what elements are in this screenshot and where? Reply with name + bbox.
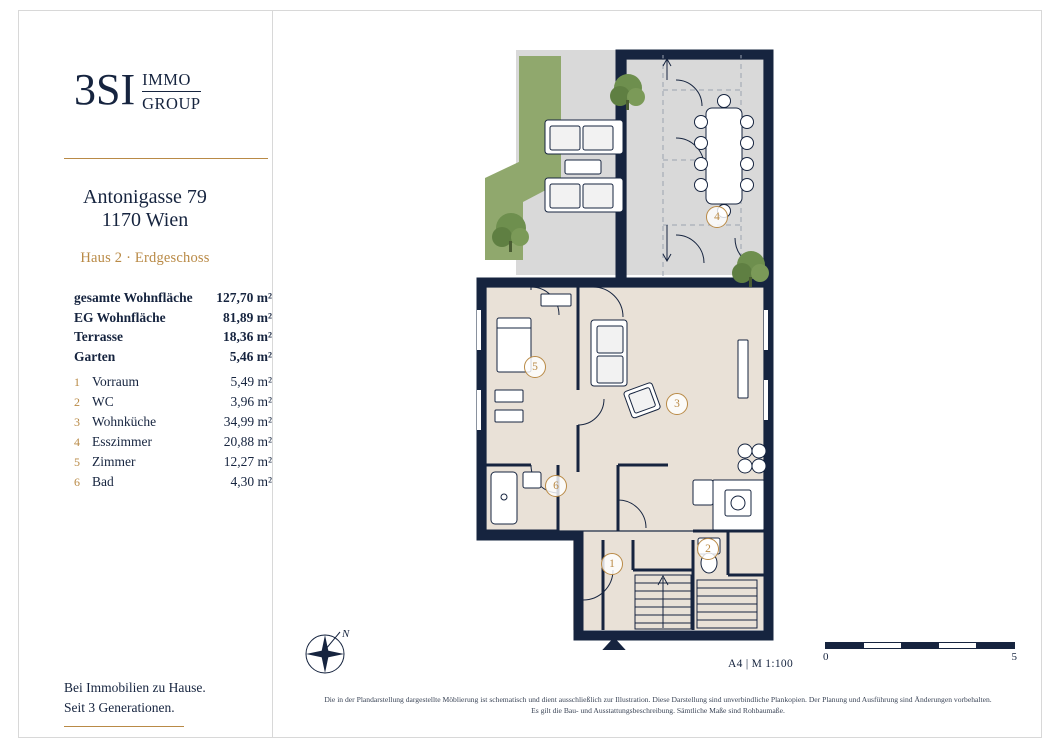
list-item <box>74 372 272 392</box>
area-value: 18,36 m² <box>222 329 272 344</box>
plan-panel <box>273 10 1042 738</box>
room-label: Zimmer <box>92 454 136 469</box>
room-number: 6 <box>74 475 80 489</box>
room-area: 5,49 m² <box>230 374 272 389</box>
disclaimer-line-1: Die in der Plandarstellung dargestellte Möblierung ist schematisch und dient ausschließlich zur Illustration. Diese Darstellung sind unverbindliche Plankopien. Der Planung und Ausführung sind Änderungen vorbehalten. <box>324 695 992 704</box>
compass-icon <box>295 620 359 684</box>
list-item <box>74 452 272 472</box>
room-label: Wohnküche <box>92 414 157 429</box>
floorplan-drawing <box>273 10 1042 650</box>
scale-segment <box>864 643 902 648</box>
room-marker-3[interactable]: 3 <box>666 393 688 415</box>
area-label: Garten <box>74 348 116 364</box>
area-label: Terrasse <box>74 329 123 344</box>
disclaimer-text <box>293 694 1023 716</box>
area-label: gesamte Wohnfläche <box>74 290 193 305</box>
logo-suffix <box>142 70 200 113</box>
room-label: Vorraum <box>92 374 139 389</box>
logo-immo: IMMO <box>142 70 191 89</box>
area-label: EG Wohnfläche <box>74 309 166 325</box>
room-area: 34,99 m² <box>223 414 272 429</box>
address-street: Antonigasse 79 <box>83 186 207 208</box>
list-item <box>74 472 272 492</box>
room-label: Esszimmer <box>92 434 152 449</box>
room-area: 20,88 m² <box>223 434 272 449</box>
list-item <box>74 392 272 412</box>
scale-segment <box>976 643 1014 648</box>
scale-segment <box>939 643 977 648</box>
room-legend-list <box>74 372 272 492</box>
gold-rule-top <box>64 158 268 159</box>
list-item <box>74 412 272 432</box>
room-marker-5[interactable]: 5 <box>524 356 546 378</box>
area-value: 5,46 m² <box>229 348 272 364</box>
brand-logo <box>74 65 201 114</box>
room-number: 4 <box>74 435 80 449</box>
logo-divider <box>142 91 200 92</box>
room-area: 3,96 m² <box>230 394 272 409</box>
area-row <box>74 288 272 308</box>
room-marker-6[interactable]: 6 <box>545 475 567 497</box>
scale-segment <box>901 643 939 648</box>
logo-group: GROUP <box>142 94 201 113</box>
area-value: 127,70 m² <box>216 290 272 305</box>
scale-track <box>825 642 1015 649</box>
room-area: 4,30 m² <box>230 474 272 489</box>
disclaimer-line-2: Es gilt die Bau- und Ausstattungsbeschreibung. Sämtliche Maße sind Rohbaumaße. <box>531 706 785 715</box>
room-label: WC <box>92 394 114 409</box>
room-number: 2 <box>74 395 80 409</box>
room-number: 5 <box>74 455 80 469</box>
scale-start-label: 0 <box>823 651 829 663</box>
room-marker-2[interactable]: 2 <box>697 538 719 560</box>
scale-end-label: 5 <box>1011 651 1017 663</box>
room-number: 1 <box>74 375 80 389</box>
tagline-line-1: Bei Immobilien zu Hause. <box>64 680 206 695</box>
room-number: 3 <box>74 415 80 429</box>
tagline-line-2: Seit 3 Generationen. <box>64 700 175 715</box>
room-marker-4[interactable]: 4 <box>706 206 728 228</box>
gold-rule-bottom <box>64 726 184 727</box>
address-city: 1170 Wien <box>101 209 189 231</box>
scale-segment <box>826 643 864 648</box>
room-markers <box>273 10 1042 650</box>
list-item <box>74 432 272 452</box>
area-row <box>74 308 272 328</box>
area-value: 81,89 m² <box>222 309 272 325</box>
compass-north-label: N <box>342 628 350 640</box>
logo-wordmark: 3SI <box>74 65 136 114</box>
brand-tagline <box>64 678 206 718</box>
room-marker-1[interactable]: 1 <box>601 553 623 575</box>
scale-bar <box>825 642 1015 663</box>
project-subtitle: Haus 2 · Erdgeschoss <box>80 250 210 266</box>
room-label: Bad <box>92 474 114 489</box>
scale-ticks <box>825 651 1015 663</box>
area-summary-list <box>74 288 272 366</box>
project-address <box>18 186 272 232</box>
room-area: 12,27 m² <box>223 454 272 469</box>
scale-caption: A4 | M 1:100 <box>728 658 794 670</box>
area-row <box>74 327 272 347</box>
info-panel <box>18 10 272 738</box>
area-row <box>74 347 272 367</box>
